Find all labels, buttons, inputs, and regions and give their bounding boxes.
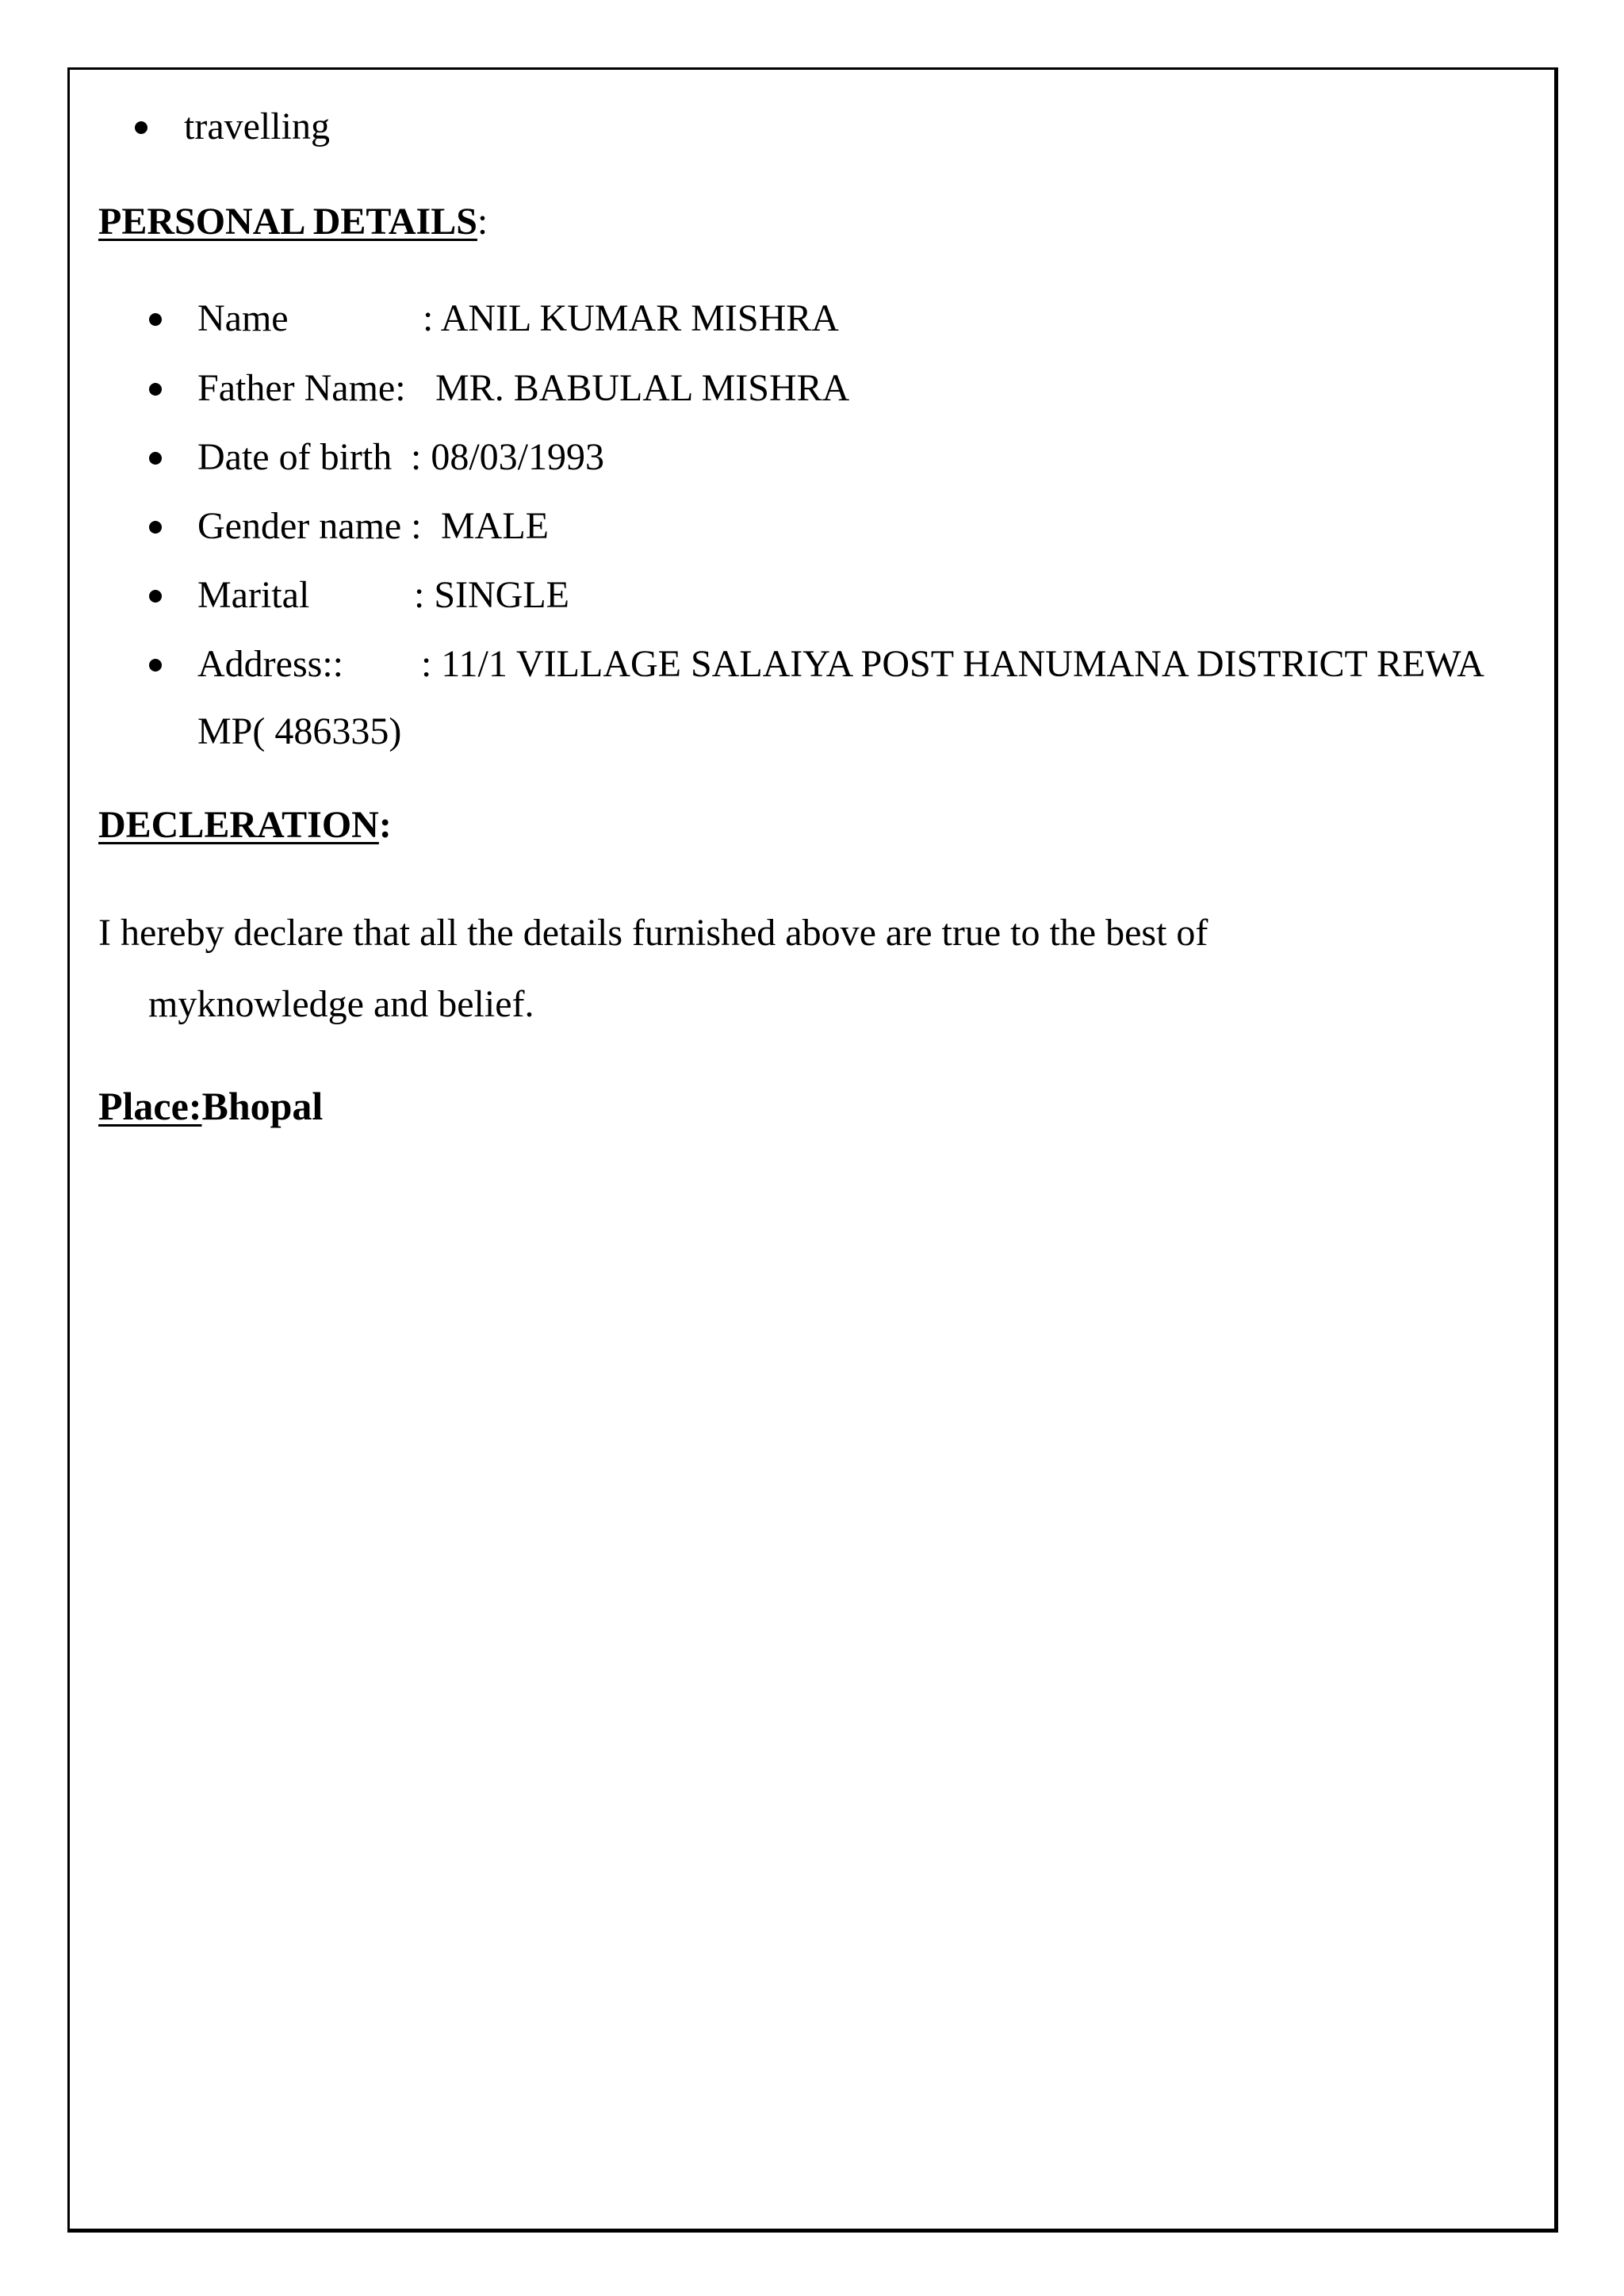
dob-value: : 08/03/1993 bbox=[411, 436, 605, 478]
place-label: Place: bbox=[98, 1084, 202, 1128]
hobby-item: travelling bbox=[184, 105, 330, 147]
declaration-heading-colon: : bbox=[378, 804, 392, 846]
bullet-icon bbox=[149, 452, 162, 465]
father-name-label: Father Name: bbox=[197, 367, 406, 409]
gender-value: MALE bbox=[441, 505, 549, 547]
personal-details-heading-text: PERSONAL DETAILS bbox=[98, 201, 477, 243]
name-value: : ANIL KUMAR MISHRA bbox=[423, 297, 839, 339]
father-name-value: MR. BABULAL MISHRA bbox=[435, 367, 850, 409]
personal-details-heading-colon: : bbox=[477, 201, 488, 243]
bullet-icon bbox=[149, 383, 162, 396]
dob-label: Date of birth bbox=[197, 436, 393, 478]
declaration-heading-text: DECLERATION bbox=[98, 804, 379, 846]
gender-label: Gender name : bbox=[197, 505, 422, 547]
place-value: Bhopal bbox=[201, 1084, 324, 1128]
place-line bbox=[98, 1086, 323, 1126]
address-value-continued: MP( 486335) bbox=[197, 710, 402, 752]
declaration-heading bbox=[98, 806, 392, 844]
address-value: : 11/1 VILLAGE SALAIYA POST HANUMANA DISTRICT REWA bbox=[421, 643, 1484, 685]
bullet-icon bbox=[149, 659, 162, 672]
bullet-icon bbox=[149, 313, 162, 326]
marital-value: : SINGLE bbox=[414, 574, 569, 616]
bullet-icon bbox=[149, 521, 162, 534]
bullet-icon bbox=[135, 121, 147, 134]
name-label: Name bbox=[197, 297, 289, 339]
address-label: Address:: bbox=[197, 643, 343, 685]
declaration-line-1: I hereby declare that all the details furnished above are true to the best of bbox=[98, 912, 1208, 954]
marital-label: Marital bbox=[197, 574, 310, 616]
declaration-line-2: myknowledge and belief. bbox=[148, 983, 534, 1025]
bullet-icon bbox=[149, 590, 162, 603]
personal-details-heading bbox=[98, 203, 488, 241]
